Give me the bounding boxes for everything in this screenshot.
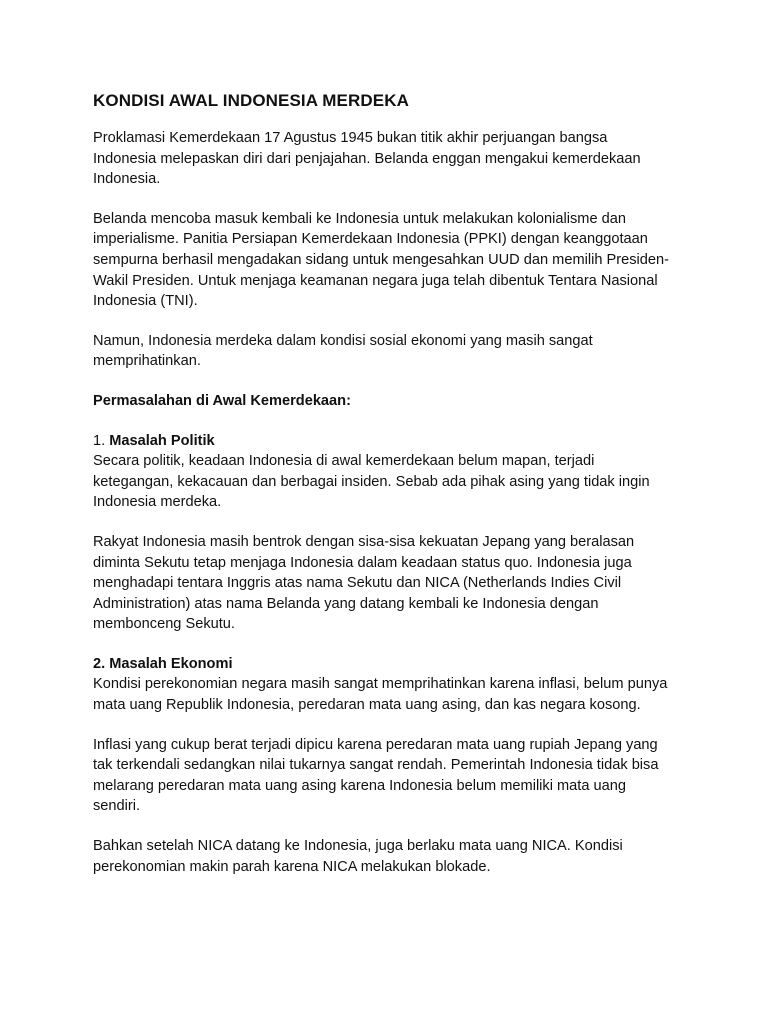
- subsection-number: 2.: [93, 655, 110, 672]
- politik-paragraph-1: Secara politik, keadaan Indonesia di awal kemerdekaan belum mapan, terjadi ketegangan, kekacauan dan berbagai insiden. Sebab ada pihak asing yang tidak ingin Indonesia merdeka.: [93, 453, 650, 511]
- ekonomi-paragraph-1: Kondisi perekonomian negara masih sangat memprihatinkan karena inflasi, belum punya mata uang Republik Indonesia, peredaran mata uang asing, dan kas negara kosong.: [93, 676, 668, 714]
- document-title: KONDISI AWAL INDONESIA MERDEKA: [93, 91, 409, 110]
- section-heading: Permasalahan di Awal Kemerdekaan:: [93, 392, 351, 409]
- intro-paragraph-1: Proklamasi Kemerdekaan 17 Agustus 1945 bukan titik akhir perjuangan bangsa Indonesia melepaskan diri dari penjajahan. Belanda enggan mengakui kemerdekaan Indonesia.: [93, 130, 641, 188]
- intro-paragraph-3: Namun, Indonesia merdeka dalam kondisi sosial ekonomi yang masih sangat memprihatinkan.: [93, 332, 593, 370]
- subsection-number: 1.: [93, 432, 110, 449]
- subsection-title: Masalah Ekonomi: [109, 655, 233, 672]
- politik-paragraph-2: Rakyat Indonesia masih bentrok dengan sisa-sisa kekuatan Jepang yang beralasan diminta Sekutu tetap menjaga Indonesia dalam keadaan status quo. Indonesia juga menghadapi tentara Inggris atas nama Sekutu dan NICA (Netherlands Indies Civil Administration) atas nama Belanda yang datang kembali ke Indonesia dengan membonceng Sekutu.: [93, 533, 635, 633]
- subsection-title: Masalah Politik: [109, 432, 215, 449]
- ekonomi-paragraph-3: Bahkan setelah NICA datang ke Indonesia, juga berlaku mata uang NICA. Kondisi perekonomian makin parah karena NICA melakukan blokade.: [93, 838, 623, 875]
- intro-paragraph-2: Belanda mencoba masuk kembali ke Indonesia untuk melakukan kolonialisme dan imperialisme. Panitia Persiapan Kemerdekaan Indonesia (PPKI) dengan keanggotaan sempurna berhasil mengadakan sidang untuk mengesahkan UUD dan memilih Presiden-Wakil Presiden. Untuk menjaga keamanan negara juga telah dibentuk Tentara Nasional Indonesia (TNI).: [93, 210, 669, 310]
- subsection-heading-ekonomi: [93, 654, 674, 675]
- subsection-heading-politik: [93, 431, 674, 452]
- ekonomi-paragraph-2: Inflasi yang cukup berat terjadi dipicu karena peredaran mata uang rupiah Jepang yang tak terkendali sedangkan nilai tukarnya sangat rendah. Pemerintah Indonesia tidak bisa melarang peredaran mata uang asing karena Indonesia belum memiliki mata uang sendiri.: [93, 736, 659, 815]
